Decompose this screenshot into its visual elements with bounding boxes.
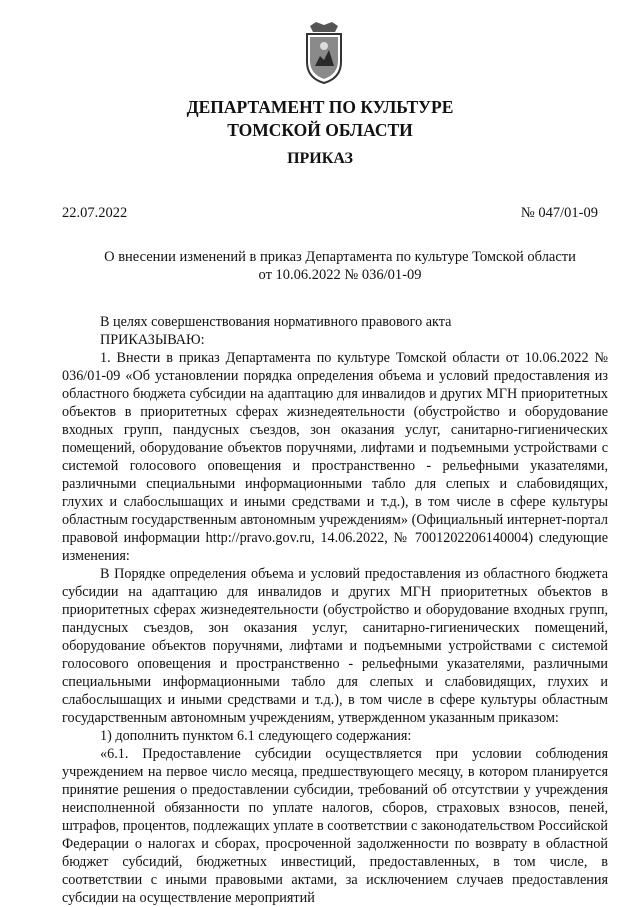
order-date: 22.07.2022 — [62, 205, 128, 221]
paragraph-1: 1. Внести в приказ Департамента по культуре Томской области от 10.06.2022 № 036/01-09 «Об установлении порядка определения объема и условий предоставления из областного бюджета субсидии на адаптацию для инвалидов и других МГН приоритетных объектов в приоритетных сферах жизнедеятельности (обустройство и оборудование входных групп, пандусных съездов, зон оказания услуг, санитарно-гигиенических помещений, оборудование объектов поручнями, лифтами и подъемными устройствами с системой голосового оповещения и пространственно - рельефными указателями, различными специальными информационными табло для слепых и слабовидящих, глухих и слабослышащих и иными средствами и т.д.), в том числе в сфере культуры областным государственным автономным учреждениям» (Официальный интернет-портал правовой информации http://pravo.gov.ru, 14.06.2022, № 7001202206140004) следующие изменения: — [62, 350, 608, 564]
paragraph-4: «6.1. Предоставление субсидии осуществляется при условии соблюдения учреждением на первое число месяца, предшествующего месяцу, в котором планируется принятие решения о предоставлении субсидии, требований об отсутствии у учреждения неисполненной обязанности по уплате налогов, сборов, страховых взносов, пеней, штрафов, процентов, подлежащих уплате в соответствии с законодательством Российской Федерации о налогах и сборах, просроченной задолженности по возврату в областной бюджет субсидий, бюджетных инвестиций, предоставленных, в том числе, в соответствии с иными правовыми актами, за исключением случаев предоставления субсидии на осуществление мероприятий — [62, 746, 608, 906]
department-line-1: ДЕПАРТАМЕНТ ПО КУЛЬТУРЕ — [186, 97, 454, 117]
coat-of-arms-icon — [302, 22, 346, 84]
order-subject — [80, 248, 600, 284]
order-body — [62, 313, 608, 907]
department-line-2: ТОМСКОЙ ОБЛАСТИ — [227, 120, 413, 140]
subject-line-1: О внесении изменений в приказ Департамента по культуре Томской области — [104, 249, 576, 265]
purpose-line: В целях совершенствования нормативного правового акта — [100, 314, 452, 330]
doc-type: ПРИКАЗ — [287, 150, 353, 167]
paragraph-2: В Порядке определения объема и условий предоставления из областного бюджета субсидии на адаптацию для инвалидов и других МГН приоритетных объектов в приоритетных сферах жизнедеятельности (обустройство и оборудование входных групп, пандусных съездов, зон оказания услуг, санитарно-гигиенических помещений, оборудование объектов поручнями, лифтами и подъемными устройствами с системой голосового оповещения и пространственно - рельефными указателями, различными специальными информационными табло для слепых и слабовидящих, глухих и слабослышащих и иными средствами и т.д.), в том числе в сфере культуры областным государственным автономным учреждениям, утвержденном указанным приказом: — [62, 566, 608, 726]
order-word: ПРИКАЗЫВАЮ: — [100, 332, 205, 348]
department-title — [0, 96, 640, 142]
paragraph-3: 1) дополнить пунктом 6.1 следующего содержания: — [100, 728, 412, 744]
subject-line-2: от 10.06.2022 № 036/01-09 — [258, 267, 422, 283]
order-number: № 047/01-09 — [520, 205, 598, 221]
